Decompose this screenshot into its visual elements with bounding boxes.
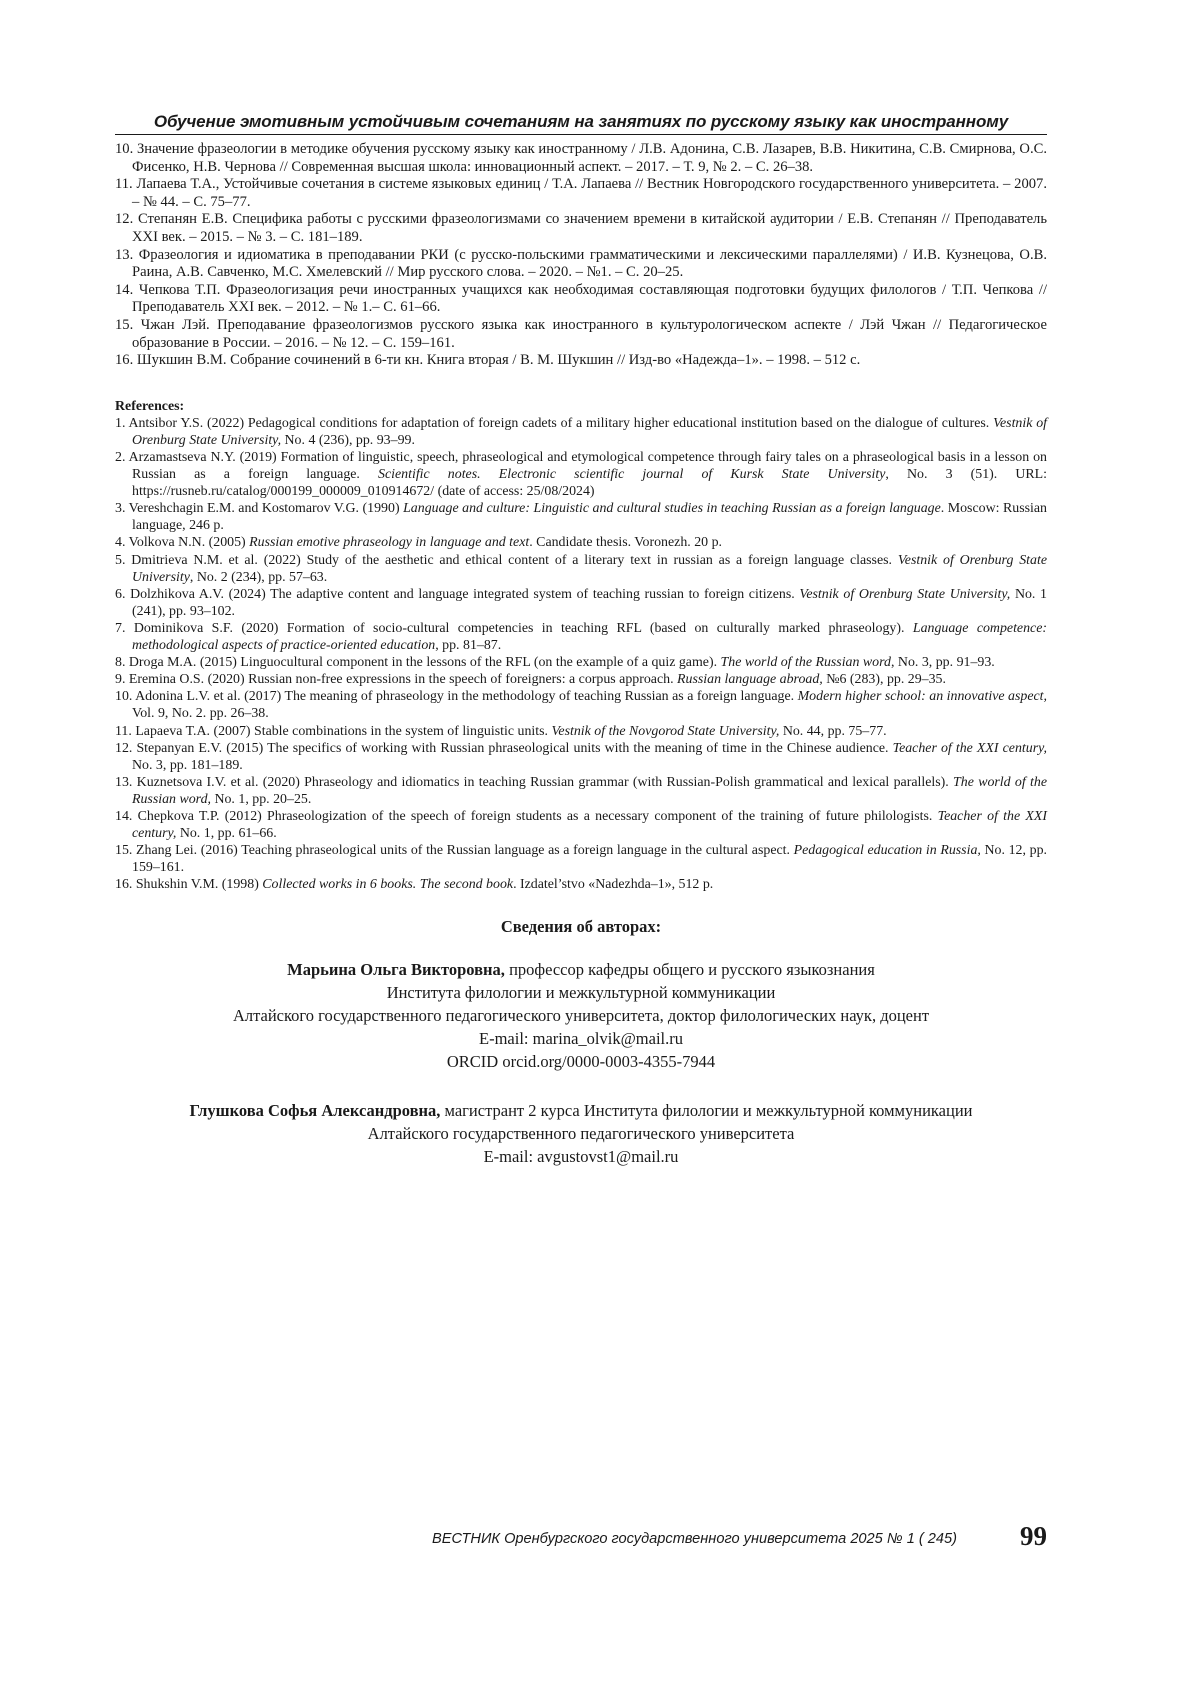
authors-section xyxy=(115,915,1047,1168)
ref-details: . Candidate thesis. Voronezh. 20 p. xyxy=(529,535,723,551)
ru-reference-item: 14. Чепкова Т.П. Фразеологизация речи иностранных учащихся как необходимая составляющая подготовки будущих филологов / Т.П. Чепкова // Преподаватель XXI век. – 2012. – № 1.– С. 61–66. xyxy=(115,281,1047,316)
journal-name: ВЕСТНИК Оренбургского государственного университета 2025 № 1 ( 245) xyxy=(432,1531,957,1547)
ref-source: Teacher of the XXI century, xyxy=(892,740,1047,756)
author-block-2 xyxy=(115,1099,1047,1168)
ref-text: 10. Adonina L.V. et al. (2017) The meaning of phraseology in the methodology of teaching Russian as a foreign language. xyxy=(115,689,798,705)
ref-details: , No. 3, pp. 91–93. xyxy=(890,655,995,671)
ru-reference-item: 10. Значение фразеологии в методике обучения русскому языку как иностранному / Л.В. Адонина, С.В. Лазарев, В.В. Никитина, С.В. Смирнова, О.С. Фисенко, Н.В. Чернова // Современная высшая школа: инновационный аспект. – 2017. – Т. 9, № 2. – С. 26–38. xyxy=(115,141,1047,175)
ref-text: 16. Shukshin V.M. (1998) xyxy=(115,877,263,893)
en-reference-item xyxy=(115,500,1047,534)
ru-reference-item: 16. Шукшин В.М. Собрание сочинений в 6-ти кн. Книга вторая / В. М. Шукшин // Изд-во «Надежда–1». – 1998. – 512 с. xyxy=(115,352,861,369)
page xyxy=(115,112,1047,1194)
ref-source: Teacher of the XXI century, xyxy=(132,808,1047,842)
ref-text: 6. Dolzhikova A.V. (2024) The adaptive content and language integrated system of teaching russian to foreign citizens. xyxy=(115,586,800,602)
ref-details: . Izdatel’stvo «Nadezhda–1», 512 p. xyxy=(513,877,714,893)
ref-details: No. 1 (241), pp. 93–102. xyxy=(132,586,1048,619)
ref-text: 1. Antsibor Y.S. (2022) Pedagogical conditions for adaptation of foreign cadets of a military higher educational institution based on the dialogue of cultures. xyxy=(115,415,994,431)
ref-text: 11. Lapaeva T.A. (2007) Stable combinations in the system of linguistic units. xyxy=(115,723,552,739)
author-2-email: E-mail: avgustovst1@mail.ru xyxy=(483,1147,679,1167)
ru-reference-item: 15. Чжан Лэй. Преподавание фразеологизмов русского языка как иностранного в культурологическом аспекте / Лэй Чжан // Педагогическое образование в России. – 2016. – № 12. – С. 159–161. xyxy=(115,316,1047,351)
en-reference-item xyxy=(115,808,1047,842)
ref-text: 13. Kuznetsova I.V. et al. (2020) Phraseology and idiomatics in teaching Russian grammar (with Russian-Polish grammatical and lexical parallels). xyxy=(115,774,954,790)
en-references-list xyxy=(115,398,1047,894)
page-footer xyxy=(115,1521,1047,1555)
running-title: Обучение эмотивным устойчивым сочетаниям на занятиях по русскому языку как иностранному xyxy=(115,112,1047,135)
en-reference-item xyxy=(115,774,1047,808)
author-2-role: магистрант 2 курса Института филологии и межкультурной коммуникации xyxy=(440,1101,973,1121)
ref-text: 5. Dmitrieva N.M. et al. (2022) Study of the aesthetic and ethical content of a literary text in russian as a foreign language classes. xyxy=(115,552,898,568)
ref-source: Vestnik of Orenburg State University, xyxy=(799,586,1011,602)
author-1-institute: Института филологии и межкультурной коммуникации xyxy=(386,983,776,1003)
ref-text: 4. Volkova N.N. (2005) xyxy=(115,535,250,551)
author-1-email: E-mail: marina_olvik@mail.ru xyxy=(479,1029,683,1049)
en-reference-item xyxy=(115,671,1047,688)
ref-details: No. 3, pp. 181–189. xyxy=(132,757,243,773)
en-reference-item xyxy=(115,534,1047,551)
ref-source: Modern higher school: an innovative aspect, xyxy=(797,689,1047,705)
ru-reference-item: 11. Лапаева Т.А., Устойчивые сочетания в системе языковых единиц / Т.А. Лапаева // Вестник Новгородского государственного университета. – 2007. – № 44. – С. 75–77. xyxy=(115,176,1047,210)
ref-details: №6 (283), pp. 29–35. xyxy=(822,672,946,688)
ref-text: 14. Chepkova T.P. (2012) Phraseologization of the speech of foreign students as a necessary component of the training of future philologists. xyxy=(115,808,938,824)
en-reference-item xyxy=(115,552,1047,586)
ref-details: No. 4 (236), pp. 93–99. xyxy=(281,432,415,448)
references-heading: References: xyxy=(115,398,185,414)
ref-details: Vol. 9, No. 2. pp. 26–38. xyxy=(132,706,269,722)
ref-details: , pp. 81–87. xyxy=(435,638,502,654)
ref-details: No. 1, pp. 61–66. xyxy=(176,826,277,842)
ref-source: The world of the Russian word, xyxy=(132,774,1047,807)
ref-source: Language and culture: Linguistic and cultural studies in teaching Russian as a foreign language xyxy=(403,501,941,517)
author-1-name: Марьина Ольга Викторовна, xyxy=(287,960,505,980)
en-reference-item xyxy=(115,842,1047,876)
author-2-position xyxy=(115,1099,1047,1122)
ref-details: , No. 2 (234), pp. 57–63. xyxy=(189,569,328,585)
ru-references-list xyxy=(115,141,1047,370)
en-reference-item xyxy=(115,449,1047,500)
ref-text: 3. Vereshchagin E.M. and Kostomarov V.G. (1990) xyxy=(115,501,404,517)
ref-details: . Moscow: Russian language, 246 p. xyxy=(132,501,1047,534)
authors-title: Сведения об авторах: xyxy=(500,917,662,937)
author-1-position xyxy=(115,958,1047,981)
ref-text: 7. Dominikova S.F. (2020) Formation of socio-cultural competencies in teaching RFL (based on culturally marked phraseology). xyxy=(115,620,913,636)
en-reference-item xyxy=(115,620,1047,654)
en-reference-item xyxy=(115,586,1047,620)
author-1-role: профессор кафедры общего и русского языкознания xyxy=(504,960,875,980)
en-reference-item xyxy=(115,876,1047,893)
ref-source: The world of the Russian word xyxy=(720,655,891,671)
ref-details: No. 44, pp. 75–77. xyxy=(779,723,887,739)
author-1-university: Алтайского государственного педагогического университета, доктор филологических наук, доцент xyxy=(232,1006,930,1026)
ref-text: 2. Arzamastseva N.Y. (2019) Formation of linguistic, speech, phraseological and etymological competence through fairy tales on a phraseological basis in a lesson on Russian as a foreign language. xyxy=(115,450,1047,483)
ref-source: Scientific notes. Electronic scientific journal of Kursk State University xyxy=(378,467,886,483)
author-1-orcid: ORCID orcid.org/0000-0003-4355-7944 xyxy=(446,1052,716,1072)
ref-source: Vestnik of the Novgorod State University, xyxy=(551,723,780,739)
ru-reference-item: 12. Степанян Е.В. Специфика работы с русскими фразеологизмами со значением времени в китайской аудитории / Е.В. Степанян // Преподаватель XXI век. – 2015. – № 3. – С. 181–189. xyxy=(115,211,1047,245)
ref-source: Vestnik of Orenburg State University xyxy=(132,552,1047,585)
ref-source: Russian language abroad, xyxy=(677,672,823,688)
ref-details: , No. 3 (51). URL: https://rusneb.ru/catalog/000199_000009_010914672/ (date of access: 25/08/2024) xyxy=(132,467,1047,500)
ref-text: 12. Stepanyan E.V. (2015) The specifics of working with Russian phraseological units with the meaning of time in the Chinese audience. xyxy=(115,740,893,756)
ref-details: No. 1, pp. 20–25. xyxy=(210,791,312,807)
ref-source: Russian emotive phraseology in language and text xyxy=(249,535,530,551)
page-number: 99 xyxy=(1020,1521,1047,1551)
en-reference-item xyxy=(115,415,1047,449)
ref-text: 15. Zhang Lei. (2016) Teaching phraseological units of the Russian language as a foreign language in the cultural aspect. xyxy=(115,843,794,859)
ref-source: Pedagogical education in Russia, xyxy=(793,843,981,859)
en-reference-item xyxy=(115,723,1047,740)
author-block-1 xyxy=(115,958,1047,1073)
ref-source: Collected works in 6 books. The second book xyxy=(262,877,514,893)
ref-text: 8. Droga M.A. (2015) Linguocultural component in the lessons of the RFL (on the example of a quiz game). xyxy=(115,655,721,671)
en-reference-item xyxy=(115,688,1047,722)
ref-text: 9. Eremina O.S. (2020) Russian non-free expressions in the speech of foreigners: a corpus approach. xyxy=(115,672,678,688)
ref-source: Vestnik of Orenburg State University, xyxy=(132,415,1048,448)
author-2-name: Глушкова Софья Александровна, xyxy=(189,1101,441,1121)
author-2-university: Алтайского государственного педагогического университета xyxy=(367,1124,795,1144)
ref-details: No. 12, pp. 159–161. xyxy=(132,843,1047,876)
ru-reference-item: 13. Фразеология и идиоматика в преподавании РКИ (с русско-польскими грамматическими и лексическими параллелями) / И.В. Кузнецова, О.В. Раина, А.В. Савченко, М.С. Хмелевский // Мир русского слова. – 2020. – №1. – С. 20–25. xyxy=(115,246,1047,281)
ref-source: Language competence: methodological aspects of practice-oriented education xyxy=(132,620,1048,654)
en-reference-item xyxy=(115,654,1047,671)
en-reference-item xyxy=(115,740,1047,774)
